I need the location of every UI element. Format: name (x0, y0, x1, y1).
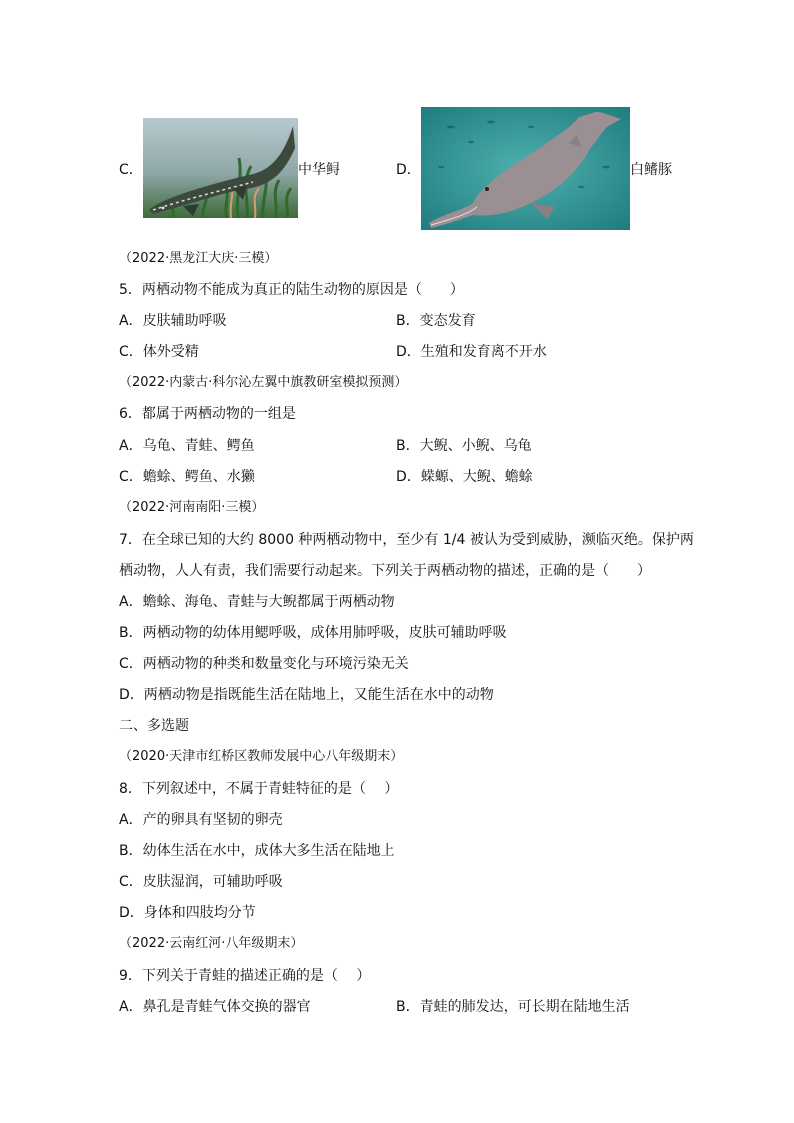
q6-option-d: D．蝾螈、大鲵、蟾蜍 (396, 469, 533, 485)
baiji-dolphin-image (421, 107, 630, 230)
q8-option-b: B．幼体生活在水中，成体大多生活在陆地上 (119, 843, 395, 859)
baiji-illustration (421, 107, 630, 230)
q6-stem: 6．都属于两栖动物的一组是 (119, 406, 296, 422)
q7-source: （2022·河南南阳·三模） (119, 500, 265, 515)
q7-option-a: A．蟾蜍、海龟、青蛙与大鲵都属于两栖动物 (119, 594, 395, 610)
q6-option-c: C．蟾蜍、鳄鱼、水獭 (119, 469, 255, 485)
q5-option-c: C．体外受精 (119, 344, 199, 360)
q5-option-d: D．生殖和发育离不开水 (396, 344, 547, 360)
q4-option-d-letter: D． (396, 162, 421, 178)
q9-option-b: B．青蛙的肺发达，可长期在陆地生活 (396, 999, 630, 1015)
q7-option-c: C．两栖动物的种类和数量变化与环境污染无关 (119, 656, 409, 672)
q7-stem-line1: 7．在全球已知的大约 8000 种两栖动物中，至少有 1/4 被认为受到威胁，濒临灭绝。保护两 (119, 532, 694, 548)
q6-option-a: A．乌龟、青蛙、鳄鱼 (119, 438, 255, 454)
q5-source: （2022·黑龙江大庆·三模） (119, 251, 278, 266)
q9-source: （2022·云南红河·八年级期末） (119, 936, 304, 951)
q7-option-b: B．两栖动物的幼体用鳃呼吸，成体用肺呼吸，皮肤可辅助呼吸 (119, 625, 507, 641)
sturgeon-image (143, 118, 298, 218)
section-heading-multiple-choice: 二、多选题 (119, 718, 189, 734)
q4-option-c-label: 中华鲟 (298, 162, 340, 178)
q5-option-b: B．变态发育 (396, 313, 476, 329)
q8-stem: 8．下列叙述中，不属于青蛙特征的是（ ） (119, 781, 399, 797)
q9-option-a: A．鼻孔是青蛙气体交换的器官 (119, 999, 311, 1015)
sturgeon-illustration (143, 118, 298, 218)
q8-option-d: D．身体和四肢均分节 (119, 905, 256, 921)
q5-option-a: A．皮肤辅助呼吸 (119, 313, 227, 329)
q8-option-c: C．皮肤湿润，可辅助呼吸 (119, 874, 283, 890)
q8-source: （2020·天津市红桥区教师发展中心八年级期末） (119, 749, 404, 764)
q5-stem: 5．两栖动物不能成为真正的陆生动物的原因是（ ） (119, 282, 464, 298)
q4-option-d-label: 白鳍豚 (630, 162, 672, 178)
q9-stem: 9．下列关于青蛙的描述正确的是（ ） (119, 968, 371, 984)
q7-option-d: D．两栖动物是指既能生活在陆地上，又能生活在水中的动物 (119, 687, 494, 703)
q4-option-c-letter: C． (119, 162, 143, 178)
q6-source: （2022·内蒙古·科尔沁左翼中旗教研室模拟预测） (119, 375, 408, 390)
q6-option-b: B．大鲵、小鲵、乌龟 (396, 438, 532, 454)
q7-stem-line2: 栖动物，人人有责，我们需要行动起来。下列关于两栖动物的描述，正确的是（ ） (119, 563, 651, 579)
q8-option-a: A．产的卵具有坚韧的卵壳 (119, 812, 283, 828)
